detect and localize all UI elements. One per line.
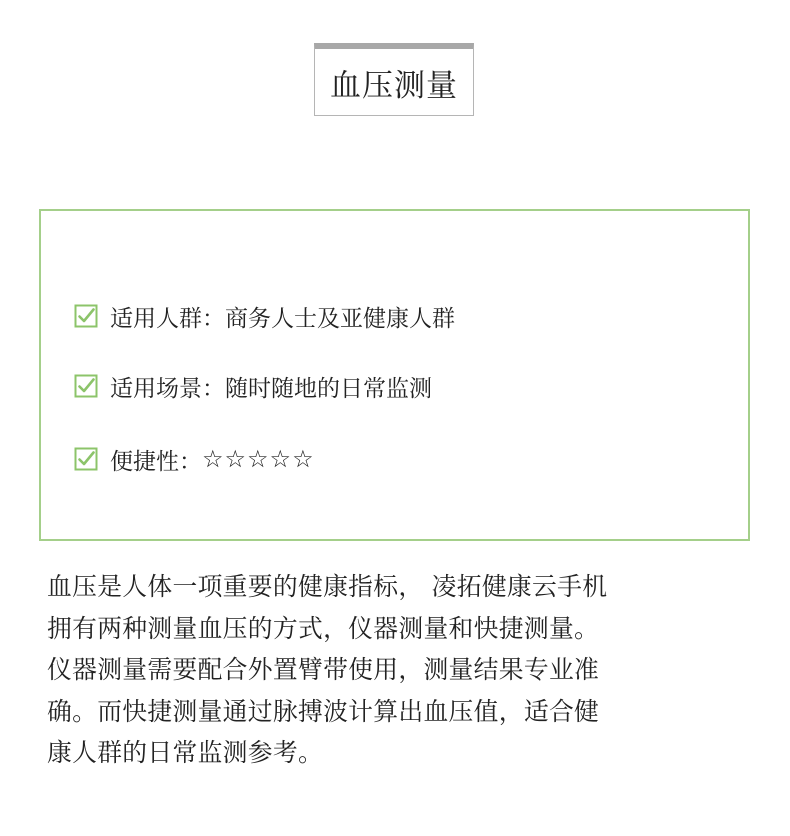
info-row-value: 商务人士及亚健康人群 xyxy=(225,305,455,332)
info-card xyxy=(39,209,750,541)
description-line: 血压是人体一项重要的健康指标， 凌拓健康云手机 xyxy=(47,572,608,601)
info-row-colon: ： xyxy=(202,375,225,402)
checkbox-checked-icon xyxy=(74,374,98,398)
checkbox-checked-icon xyxy=(74,447,98,471)
info-row-colon: ： xyxy=(179,448,202,475)
info-row-label: 便捷性 xyxy=(110,448,179,475)
description-paragraph xyxy=(47,566,751,774)
info-row-value: 随时随地的日常监测 xyxy=(225,375,432,402)
info-row-label: 适用场景 xyxy=(110,375,202,402)
info-row-colon: ： xyxy=(202,305,225,332)
description-line: 仪器测量需要配合外置臂带使用，测量结果专业准 xyxy=(47,655,600,684)
info-row-scenario xyxy=(74,371,432,401)
description-line: 康人群的日常监测参考。 xyxy=(47,738,324,767)
info-row-convenience xyxy=(74,444,315,474)
info-row-label: 适用人群 xyxy=(110,305,202,332)
star-rating: ☆☆☆☆☆ xyxy=(202,445,315,473)
section-title: 血压测量 xyxy=(330,67,458,104)
section-title-box xyxy=(314,43,474,116)
description-line: 拥有两种测量血压的方式，仪器测量和快捷测量。 xyxy=(47,613,600,643)
info-row-audience xyxy=(74,301,455,331)
checkbox-checked-icon xyxy=(74,304,98,328)
description-line: 确。而快捷测量通过脉搏波计算出血压值，适合健 xyxy=(47,696,600,726)
